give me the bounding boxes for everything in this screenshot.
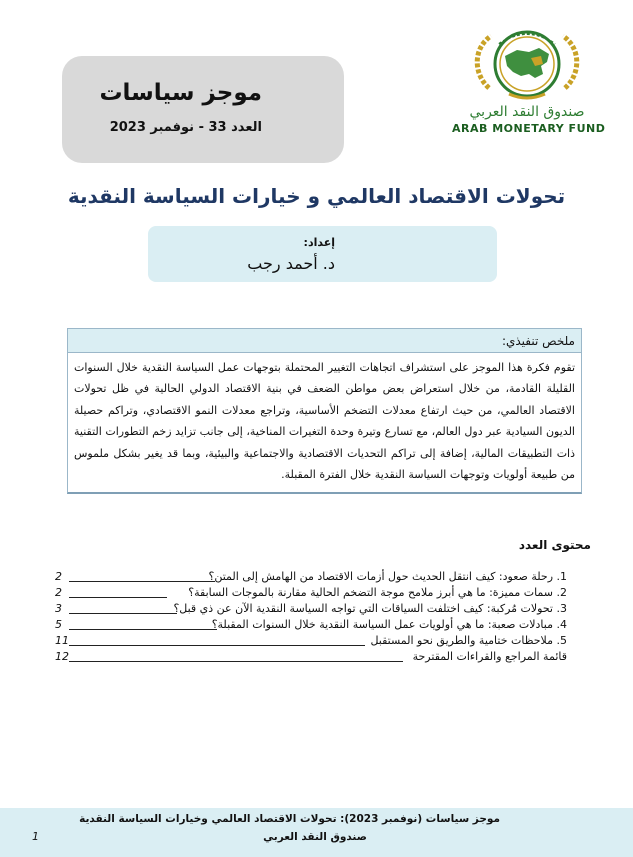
series-title: موجز سياسات (99, 80, 262, 106)
toc-leader (69, 633, 365, 646)
toc-item-text: 1. رحلة صعود: كيف انتقل الحديث حول أزمات الاقتصاد من الهامش إلى المتن؟ (208, 570, 567, 583)
page-number: 1 (32, 830, 39, 843)
toc-leader (69, 601, 177, 614)
toc-item-page: 2 (55, 586, 62, 599)
arab-monetary-fund-logo (452, 26, 606, 136)
issue-line: العدد 33 - نوفمبر 2023 (109, 120, 262, 135)
toc-item-text: 5. ملاحظات ختامية والطريق نحو المستقبل (370, 634, 567, 647)
toc-item[interactable] (55, 633, 567, 649)
toc-item[interactable] (55, 569, 567, 585)
logo-english-name: ARAB MONETARY FUND (452, 122, 606, 135)
logo-arabic-name: صندوق النقد العربي (469, 104, 585, 120)
toc-item-text: قائمة المراجع والقراءات المقترحة (412, 650, 567, 663)
author-name: د. أحمد رجب (247, 254, 335, 273)
toc-item-page: 11 (55, 634, 69, 647)
toc-item[interactable] (55, 649, 567, 665)
arab-monetary-fund-emblem-icon (469, 26, 585, 104)
toc-item-text: 3. تحولات مُركبة: كيف اختلفت السياقات التي تواجه السياسة النقدية الآن عن ذي قبل؟ (173, 602, 567, 615)
author-label: إعداد: (303, 236, 335, 249)
toc-item-page: 5 (55, 618, 62, 631)
summary-heading: ملخص تنفيذي: (68, 329, 581, 353)
toc-leader (69, 585, 167, 598)
toc-item-page: 12 (55, 650, 69, 663)
summary-text: تقوم فكرة هذا الموجز على استشراف اتجاهات التغيير المحتملة بتوجهات عمل السياسة النقدية خلال السنوات القليلة القادمة، من خلال استعراض بعض مواطن الضعف في بنية الاقتصاد الدولي الحالية في ظل تحولات الاقتصاد العالمي، من حيث ارتفاع معدلات التضخم الأساسية، وتراجع معدلات النمو الاقتصادي، وتراكم حصيلة الديون السيادية عبر دول العالم، مع تسارع وتيرة وحدة التغيرات المناخية، إلى جانب تزايد زخم التطورات التقنية ذات التطبيقات المالية، إضافة إلى تراكم التحديات الاقتصادية والاجتماعية والبيئية، وبما قد يغير بشكل ملموس من طبيعة أولويات وتوجهات السياسة النقدية خلال الفترة المقبلة. (74, 361, 575, 482)
toc-leader (69, 569, 215, 582)
toc-item-text: 2. سمات مميزة: ما هي أبرز ملامح موجة التضخم الحالية مقارنة بالموجات السابقة؟ (188, 586, 567, 599)
page-footer (0, 808, 633, 857)
toc-item[interactable] (55, 601, 567, 617)
document-title: تحولات الاقتصاد العالمي و خيارات السياسة النقدية (67, 184, 566, 208)
toc-item[interactable] (55, 617, 567, 633)
footer-organization: صندوق النقد العربي (263, 831, 367, 843)
author-box (148, 226, 497, 282)
toc-leader (69, 617, 217, 630)
toc-item-page: 2 (55, 570, 62, 583)
executive-summary (67, 328, 582, 494)
toc-item[interactable] (55, 585, 567, 601)
toc-leader (69, 649, 403, 662)
toc-item-page: 3 (55, 602, 62, 615)
table-of-contents (55, 569, 567, 665)
contents-heading: محتوى العدد (518, 538, 591, 552)
toc-item-text: 4. مبادلات صعبة: ما هي أولويات عمل السياسة النقدية خلال السنوات المقبلة؟ (211, 618, 567, 631)
policy-brief-header (62, 56, 344, 163)
footer-publication: موجز سياسات (نوفمبر 2023): تحولات الاقتصاد العالمي وخيارات السياسة النقدية (79, 813, 500, 825)
